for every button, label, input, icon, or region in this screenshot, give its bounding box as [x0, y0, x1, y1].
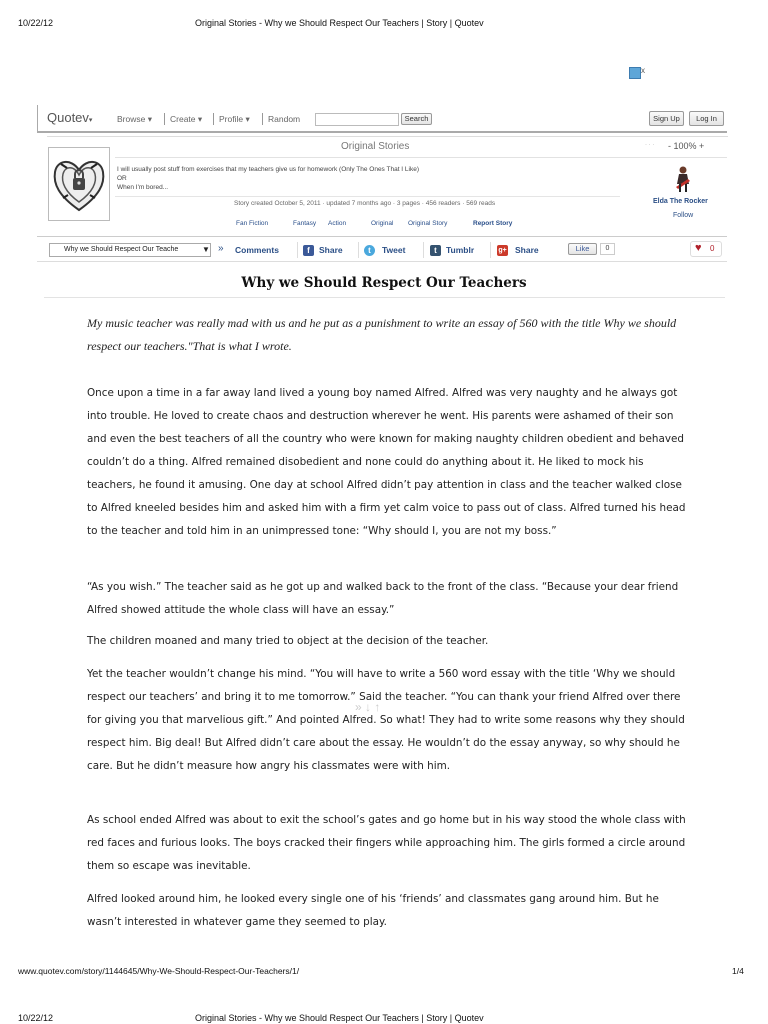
author-avatar[interactable]: [673, 165, 693, 193]
tag-original-story[interactable]: Original Story: [408, 220, 448, 227]
story-paragraph: Yet the teacher wouldn’t change his mind. “You will have to write a 560 word essay with the title ‘Why we should respect our teachers’ and bring it to me tomorrow.” Said the teacher. “You can thank your friend Alfred over there for giving you that marvelious gift.” And pointed Alfred. So what! They had to write some reasons why they should respect him. Big deal! But Alfred didn’t care about the essay. He wouldn’t do the essay anyway, so why should he care. But he didn’t measure how angry his classmates were with him.: [87, 668, 685, 772]
author-name[interactable]: Elda The Rocker: [653, 198, 708, 205]
print-date-next: 10/22/12: [18, 1013, 54, 1023]
facebook-icon: f: [303, 245, 314, 256]
print-page-number: 1/4: [732, 966, 744, 976]
signup-button[interactable]: Sign Up: [649, 111, 684, 126]
story-cover-image[interactable]: [48, 147, 110, 221]
print-title: Original Stories - Why we Should Respect Our Teachers | Story | Quotev: [195, 18, 484, 28]
google-plus-icon: g+: [498, 247, 507, 254]
story-category[interactable]: Original Stories: [341, 141, 410, 152]
follow-link[interactable]: Follow: [673, 212, 694, 219]
nav-random[interactable]: Random: [268, 114, 301, 124]
tag-fan-fiction[interactable]: Fan Fiction: [236, 220, 269, 227]
like-count: 0: [600, 243, 615, 255]
nav-bar: [37, 105, 727, 133]
favorite-button[interactable]: [690, 241, 722, 257]
comments-button[interactable]: Comments: [235, 245, 279, 255]
story-paragraph: Once upon a time in a far away land lived a young boy named Alfred. Alfred was very naughty and he always got into trouble. He loved to create chaos and destruction wherever he went. His parents were ashamed of their son and even the best teachers of all the country who were known for making naughty children obedient and behaved couldn’t do a thing. Alfred remained disobedient and none could do anything about it. He liked to mock his teachers, he found it amusing. One day at school Alfred didn’t pay attention in class and the teacher walked close to Alfred kneeled besides him and asked him with a firm yet calm voice to pass out of class. Alfred turned his head to the teacher and told him in an unimpressed tone: “Why should I, you are not my boss.”: [87, 387, 686, 537]
google-plus-share-button[interactable]: Share: [515, 245, 539, 255]
story-paragraph: Alfred looked around him, he looked every single one of his ‘friends’ and classmates gang around him. But he wasn’t interested in whatever game they seemed to play.: [87, 893, 659, 928]
story-paragraph: “As you wish.” The teacher said as he got up and walked back to the front of the class. “Because your dear friend Alfred showed attitude the whole class will have an essay.”: [87, 581, 679, 616]
heart-count: 0: [710, 244, 715, 253]
tag-original[interactable]: Original: [371, 220, 394, 227]
ad-icon[interactable]: [629, 67, 641, 79]
story-intro: My music teacher was really mad with us and he put as a punishment to write an essay of 560 with the title Why we should respect our teachers."That is what I wrote.: [87, 316, 677, 353]
nav-create[interactable]: Create ▾: [170, 114, 203, 124]
quotev-logo[interactable]: Quotev▾: [47, 110, 93, 125]
tumblr-button[interactable]: Tumblr: [446, 245, 475, 255]
chevron-down-icon: ▼: [202, 245, 210, 254]
story-paragraph: The children moaned and many tried to object at the decision of the teacher.: [87, 635, 489, 647]
ad-close-icon[interactable]: x: [641, 66, 645, 75]
report-story-link[interactable]: Report Story: [473, 220, 513, 227]
story-paragraph: As school ended Alfred was about to exit the school’s gates and go home but in his way stood the whole class with red faces and furious looks. The boys cracked their fingers while approaching him. The girls formed a circle around them so escape was inevitable.: [87, 814, 686, 872]
story-description-line: I will usually post stuff from exercises that my teachers give us for homework (Only The Ones That I Like): [117, 166, 420, 173]
tumblr-icon: t: [430, 245, 441, 256]
story-description-line: When I'm bored...: [117, 184, 169, 191]
nav-browse[interactable]: Browse ▾: [117, 114, 152, 124]
story-description-line: OR: [117, 175, 127, 182]
search-input[interactable]: [315, 113, 399, 126]
nav-profile[interactable]: Profile ▾: [219, 114, 250, 124]
scroll-overlay-icon: » ↓ ↑: [355, 700, 381, 714]
story-meta: Story created October 5, 2011 · updated 7 months ago · 3 pages · 456 readers · 569 reads: [234, 200, 496, 207]
tag-fantasy[interactable]: Fantasy: [293, 220, 317, 227]
login-button[interactable]: Log In: [689, 111, 724, 126]
tag-action[interactable]: Action: [328, 220, 347, 227]
like-button[interactable]: Like: [568, 243, 597, 255]
tweet-button[interactable]: Tweet: [382, 245, 406, 255]
page-select[interactable]: Why we Should Respect Our Teache ▼: [49, 243, 211, 257]
twitter-icon: t: [364, 245, 375, 256]
facebook-share-button[interactable]: Share: [319, 245, 343, 255]
zoom-dots-icon: · · ·: [645, 142, 655, 148]
print-url: www.quotev.com/story/1144645/Why-We-Should-Respect-Our-Teachers/1/: [18, 966, 300, 976]
print-title-next: Original Stories - Why we Should Respect Our Teachers | Story | Quotev: [195, 1013, 484, 1023]
story-title: Why we Should Respect Our Teachers: [241, 275, 527, 291]
heart-icon: ♥: [695, 242, 702, 254]
zoom-control[interactable]: - 100% +: [668, 141, 705, 151]
search-button[interactable]: Search: [401, 113, 432, 125]
next-arrow[interactable]: »: [218, 243, 224, 254]
print-date: 10/22/12: [18, 18, 54, 28]
heart-lock-image: [49, 148, 109, 220]
